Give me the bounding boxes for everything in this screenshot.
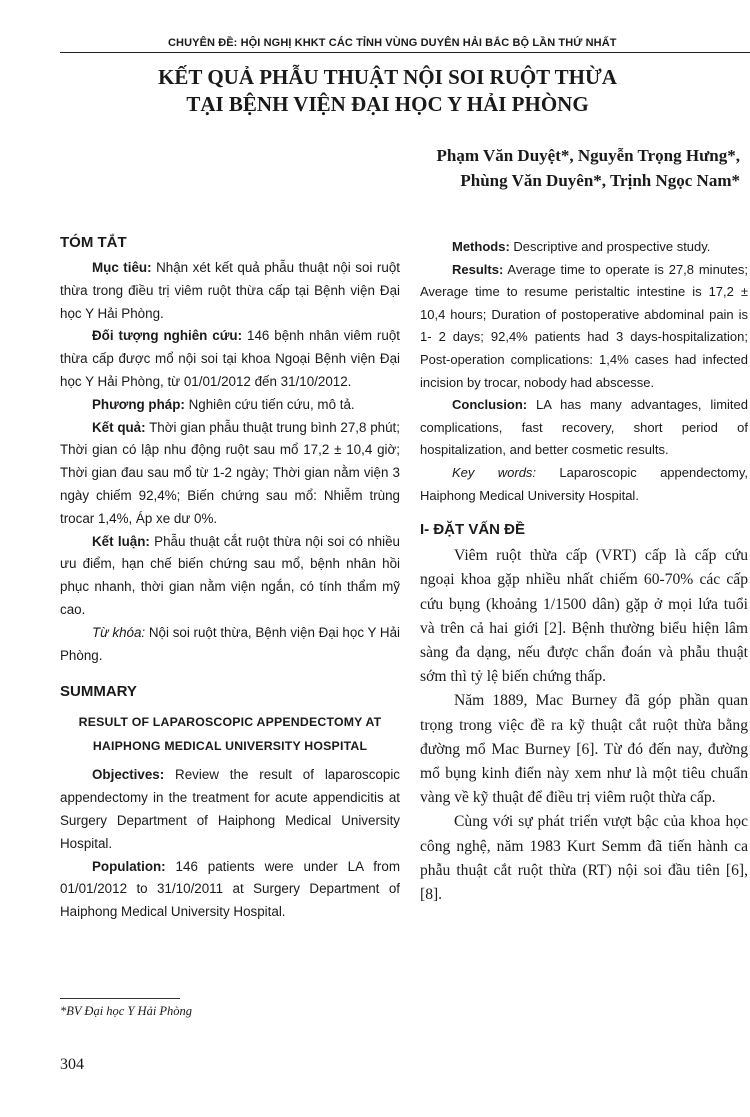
summary-body-left [60, 764, 400, 924]
authors-line-1: Phạm Văn Duyệt*, Nguyễn Trọng Hưng*, [436, 146, 740, 165]
results-text: Average time to operate is 27,8 minutes; Average time to resume peristaltic intestine is 17,2 ± 10,4 hours; Duration of postoperative abdominal pain is 1- 2 days; 92,4% patients had 3 days-hospitalization; Post-operation complications: 1,4% cases had infected incision by trocar, nobody had abscesse. [420, 261, 748, 390]
summary-body-right [420, 236, 748, 507]
population-label: Population: [92, 858, 166, 874]
keywords-text: Laparoscopic appendectomy, Haiphong Medical University Hospital. [420, 464, 748, 503]
tom-tat-body [60, 257, 400, 667]
results-label: Results: [452, 261, 504, 277]
population-text: 146 patients were under LA from 01/01/2012 to 31/10/2011 at Surgery Department of Haiphong Medical University Hospital. [60, 858, 400, 920]
intro-body [420, 544, 748, 907]
doi-tuong-para [60, 325, 400, 393]
phuong-phap-label: Phương pháp: [92, 396, 185, 412]
methods-label: Methods: [452, 239, 510, 254]
header-rule [60, 52, 750, 53]
title-line-2: TẠI BỆNH VIỆN ĐẠI HỌC Y HẢI PHÒNG [186, 92, 589, 116]
summary-heading: SUMMARY [60, 683, 137, 701]
doi-tuong-text: 146 bệnh nhân viêm ruột thừa cấp được mổ nội soi tại khoa Ngoại Bệnh viện Đại học Y Hải Phòng, từ 01/01/2012 đến 31/10/2012. [60, 328, 401, 389]
doi-tuong-label: Đối tượng nghiên cứu: [92, 328, 243, 344]
intro-heading: I- ĐẶT VẤN ĐỀ [420, 521, 525, 539]
conclusion-para [420, 394, 748, 462]
summary-title-line-1: RESULT OF LAPAROSCOPIC APPENDECTOMY AT [78, 715, 382, 730]
left-column [60, 234, 400, 924]
conclusion-text: LA has many advantages, limited complications, fast recovery, short period of hospitalization, and better cosmetic results. [420, 397, 748, 458]
population-para [60, 856, 400, 924]
intro-para-3: Cùng với sự phát triển vượt bậc của khoa học công nghệ, năm 1983 Kurt Semm đã tiến hành ca phẫu thuật cắt ruột thừa (RT) nội soi đầu tiên [6], [8]. [420, 813, 748, 903]
methods-para [420, 236, 748, 259]
summary-title-line-2: HAIPHONG MEDICAL UNIVERSITY HOSPITAL [92, 739, 368, 754]
objectives-label: Objectives: [92, 767, 165, 783]
ket-luan-label: Kết luận: [92, 533, 150, 549]
tom-tat-heading: TÓM TẮT [60, 234, 127, 251]
ket-luan-text: Phẫu thuật cắt ruột thừa nội soi có nhiều ưu điểm, hạn chế biến chứng sau mổ, bệnh nhân hồi phục nhanh, thời gian nằm viện ngắn, có tính thẩm mỹ cao. [60, 533, 400, 617]
muc-tieu-para [60, 257, 400, 325]
ket-qua-text: Thời gian phẫu thuật trung bình 27,8 phút; Thời gian có lập nhu động ruột sau mổ 17,2 ± 10,4 giờ; Thời gian đau sau mổ từ 1-2 ngày; Thời gian nằm viện 3 ngày chiếm 92,4%; Biến chứng sau mổ: Nhiễm trùng trocar 1,4%, Áp xe dư 0%. [60, 419, 400, 526]
objectives-text: Review the result of laparoscopic appendectomy in the treatment for acute appendicitis at Surgery Department of Haiphong Medical University Hospital. [60, 767, 400, 851]
article-title [60, 64, 715, 118]
objectives-para [60, 764, 400, 855]
ket-luan-para [60, 531, 400, 622]
title-line-1: KẾT QUẢ PHẪU THUẬT NỘI SOI RUỘT THỪA [158, 65, 617, 89]
intro-para-1: Viêm ruột thừa cấp (VRT) cấp là cấp cứu ngoại khoa gặp nhiều nhất chiếm 60-70% các cấp cứu bụng (khoảng 1/1500 dân) gặp ở mọi lứa tuổi và trên cả hai giới [2]. Bệnh thường biểu hiện lâm sàng đa dạng, nếu được chẩn đoán và phẫu thuật sớm thì tỷ lệ biến chứng thấp. [420, 547, 748, 686]
muc-tieu-text: Nhận xét kết quả phẫu thuật nội soi ruột thừa trong điều trị viêm ruột thừa cấp tại Bệnh viện Đại học Y Hải Phòng. [60, 260, 400, 321]
phuong-phap-text: Nghiên cứu tiến cứu, mô tả. [184, 396, 355, 412]
tu-khoa-text: Nội soi ruột thừa, Bệnh viện Đại học Y Hải Phòng. [60, 624, 401, 663]
intro-para-2: Năm 1889, Mac Burney đã góp phần quan trọng trong việc đề ra kỹ thuật cắt ruột thừa bằng đường mổ Mac Burney [6]. Từ đó đến nay, đường mổ bụng kinh điển này xem như là một tiêu chuẩn vàng về kỹ thuật để điều trị viêm ruột thừa cấp. [420, 692, 748, 807]
phuong-phap-para [60, 394, 400, 417]
keywords-label: Key words: [452, 464, 537, 480]
authors-line-2: Phùng Văn Duyên*, Trịnh Ngọc Nam* [460, 171, 740, 190]
page-number: 304 [60, 1056, 84, 1073]
authors [320, 143, 740, 193]
conclusion-label: Conclusion: [452, 397, 528, 413]
ket-qua-label: Kết quả: [92, 419, 146, 435]
keywords-para [420, 462, 748, 507]
muc-tieu-label: Mục tiêu: [92, 260, 152, 275]
tu-khoa-para [60, 622, 400, 668]
running-head: CHUYÊN ĐỀ: HỘI NGHỊ KHKT CÁC TỈNH VÙNG DUYÊN HẢI BẮC BỘ LẦN THỨ NHẤT [168, 37, 617, 49]
footnote: *BV Đại học Y Hải Phòng [60, 1004, 193, 1018]
ket-qua-para [60, 417, 400, 531]
footnote-rule [60, 998, 180, 999]
results-para [420, 259, 748, 395]
summary-title [60, 710, 400, 758]
tu-khoa-label: Từ khóa: [92, 624, 146, 640]
right-column [420, 236, 748, 907]
methods-text: Descriptive and prospective study. [509, 239, 711, 254]
